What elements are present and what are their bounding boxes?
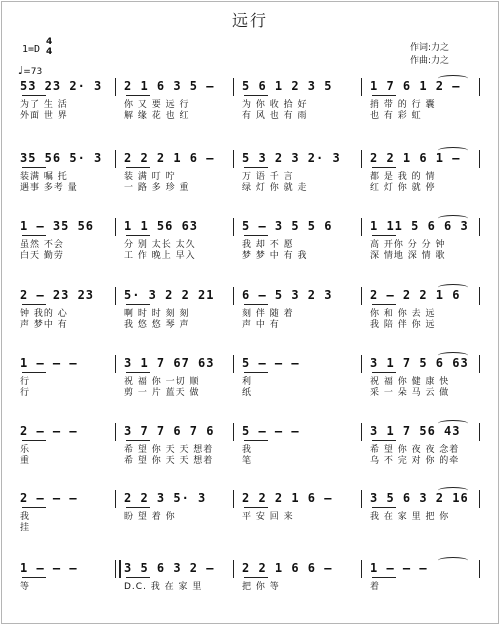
barline (479, 218, 480, 236)
lyric-text: 遇事 多考 量 (20, 183, 78, 193)
measure-notes: 2 1 6 3 5 – (124, 79, 215, 93)
beam-line (126, 577, 150, 578)
measure-notes: 1 11 5 6 6 3 (370, 219, 469, 233)
beam-line (126, 507, 150, 508)
lyric-text: D.C. 我 在 家 里 (124, 582, 203, 592)
measure-notes: 53 23 2· 3 (20, 79, 103, 93)
lyric-text: 乐 (20, 445, 31, 455)
beam-line (126, 167, 150, 168)
lyric-text: 盼 望 着 你 (124, 512, 176, 522)
measure-notes: 2 2 2 1 6 – (242, 491, 333, 505)
song-title: 远行 (231, 11, 268, 30)
beam-line (244, 304, 268, 305)
score-system (18, 355, 480, 401)
measure-notes: 5 – 3 5 5 6 (242, 219, 333, 233)
lyric-text: 一 路 多 珍 重 (124, 183, 190, 193)
lyric-text: 采 一 朵 马 云 做 (370, 388, 450, 398)
measure-notes: 2 2 2 1 6 – (124, 151, 215, 165)
score-system (18, 78, 480, 124)
lyric-text: 纸 (242, 388, 253, 398)
lyric-text: 利 (242, 377, 253, 387)
measure-notes: 2 2 1 6 6 – (242, 561, 333, 575)
measure-notes: 2 2 3 5· 3 (124, 491, 207, 505)
lyric-text: 着 (370, 582, 381, 592)
barline (233, 560, 234, 578)
beam-line (244, 167, 268, 168)
lyric-text: 祝 福 你 健 康 快 (370, 377, 450, 387)
lyric-text: 行 (20, 377, 31, 387)
lyric-text: 外面 世 界 (20, 111, 68, 121)
barline (479, 355, 480, 373)
lyric-text: 白天 勤劳 (20, 251, 64, 261)
quarter-note-icon: ♩ (18, 64, 24, 77)
lyric-text: 剪 一 片 蓝天 做 (124, 388, 200, 398)
beam-line (244, 440, 268, 441)
lyric-text: 把 你 等 (242, 582, 280, 592)
key-signature: 1=D (22, 44, 41, 55)
meter-bottom: 4 (46, 47, 53, 57)
lyric-text: 为了 生 活 (20, 100, 68, 110)
measure-notes: 3 5 6 3 2 16 (370, 491, 469, 505)
measure-notes: 1 – 35 56 (20, 219, 95, 233)
lyric-text: 祝 福 你 一切 顺 (124, 377, 200, 387)
meter-top: 4 (46, 37, 53, 47)
barline (233, 287, 234, 305)
lyric-text: 虽然 不会 (20, 240, 64, 250)
lyric-text: 笔 (242, 456, 253, 466)
lyricist: 作词:力之 (410, 43, 450, 53)
lyric-text: 红 灯 你 就 停 (370, 183, 436, 193)
lyric-text: 工 作 晚上 早入 (124, 251, 196, 261)
barline (233, 423, 234, 441)
lyric-text: 解 缘 花 也 红 (124, 111, 190, 121)
lyric-text: 我 却 不 愿 (242, 240, 294, 250)
measure-notes: 1 1 56 63 (124, 219, 199, 233)
beam-line (372, 507, 396, 508)
lyric-text: 分 别 太长 太久 (124, 240, 196, 250)
beam-line (372, 577, 396, 578)
beam-line (244, 95, 268, 96)
beam-line (244, 372, 268, 373)
beam-line (244, 577, 268, 578)
barline (233, 490, 234, 508)
lyric-text: 我 悠 悠 琴 声 (124, 320, 190, 330)
measure-notes: 5 – – – (242, 356, 300, 370)
barline (361, 287, 362, 305)
barline (233, 218, 234, 236)
lyric-text: 我 (20, 512, 31, 522)
beam-line (126, 304, 150, 305)
lyric-text: 万 语 千 言 (242, 172, 294, 182)
beam-line (126, 95, 150, 96)
tempo-value: =73 (23, 67, 43, 77)
measure-notes: 3 1 7 56 43 (370, 424, 461, 438)
score-system (18, 560, 480, 606)
barline (479, 490, 480, 508)
lyric-text: 也 有 彩 虹 (370, 111, 422, 121)
lyric-text: 高 开你 分 分 钟 (370, 240, 446, 250)
lyric-text: 啊 时 时 刻 刻 (124, 309, 190, 319)
measure-notes: 3 5 6 3 2 – (124, 561, 215, 575)
measure-notes: 1 – – – (20, 561, 78, 575)
barline (361, 560, 362, 578)
measure-notes: 2 – – – (20, 491, 78, 505)
lyric-text: 梦 梦 中 有 我 (242, 251, 308, 261)
barline (115, 78, 116, 96)
lyric-text: 平 安 回 来 (242, 512, 294, 522)
beam-line (22, 95, 46, 96)
beam-line (22, 440, 46, 441)
lyric-text: 等 (20, 582, 31, 592)
lyric-text: 绿 灯 你 就 走 (242, 183, 308, 193)
lyric-text: 声 梦中 有 (20, 320, 68, 330)
score-system (18, 150, 480, 196)
lyric-text: 为 你 收 拾 好 (242, 100, 308, 110)
beam-line (22, 304, 46, 305)
barline (115, 218, 116, 236)
lyric-text: 乌 不 完 对 你 的牵 (370, 456, 460, 466)
measure-notes: 5 6 1 2 3 5 (242, 79, 333, 93)
lyric-text: 行 (20, 388, 31, 398)
score-system (18, 423, 480, 469)
beam-line (126, 372, 150, 373)
barline (115, 490, 116, 508)
beam-line (126, 440, 150, 441)
slur-arc (438, 215, 468, 222)
lyric-text: 深 情地 深 情 歌 (370, 251, 446, 261)
beam-line (22, 235, 46, 236)
lyric-text: 我 在 家 里 把 你 (370, 512, 450, 522)
barline (361, 355, 362, 373)
time-signature (46, 37, 52, 57)
slur-arc (438, 557, 468, 564)
barline (361, 490, 362, 508)
beam-line (22, 372, 46, 373)
barline (233, 78, 234, 96)
barline (361, 78, 362, 96)
measure-notes: 2 – 23 23 (20, 288, 95, 302)
score-system (18, 490, 480, 536)
lyric-text: 刻 伴 随 着 (242, 309, 294, 319)
lyric-text: 装满 嘱 托 (20, 172, 68, 182)
measure-notes: 5 3 2 3 2· 3 (242, 151, 341, 165)
barline (115, 150, 116, 168)
measure-notes: 1 7 6 1 2 – (370, 79, 461, 93)
slur-arc (438, 284, 468, 291)
measure-notes: 2 2 1 6 1 – (370, 151, 461, 165)
barline (115, 355, 116, 373)
barline (115, 287, 116, 305)
barline (361, 423, 362, 441)
lyric-text: 有 风 也 有 雨 (242, 111, 308, 121)
measure-notes: 3 1 7 67 63 (124, 356, 215, 370)
beam-line (372, 440, 396, 441)
barline (361, 150, 362, 168)
lyric-text: 声 中 有 (242, 320, 280, 330)
slur-arc (438, 75, 468, 82)
measure-notes: 1 – – – (370, 561, 428, 575)
measure-notes: 3 7 7 6 7 6 (124, 424, 215, 438)
beam-line (126, 235, 150, 236)
barline (479, 287, 480, 305)
lyric-text: 重 (20, 456, 31, 466)
barline (115, 423, 116, 441)
lyric-text: 希 望 你 天 天 想着 (124, 445, 214, 455)
score-system (18, 287, 480, 333)
measure-notes: 5 – – – (242, 424, 300, 438)
measure-notes: 2 – 2 2 1 6 (370, 288, 461, 302)
barline (233, 355, 234, 373)
beam-line (244, 507, 268, 508)
measure-notes: 35 56 5· 3 (20, 151, 103, 165)
barline (233, 150, 234, 168)
lyric-text: 都 是 我 的 情 (370, 172, 436, 182)
score-system (18, 218, 480, 264)
tempo-marking (18, 64, 42, 77)
lyric-text: 希 望 你 夜 夜 念着 (370, 445, 460, 455)
barline (361, 218, 362, 236)
beam-line (372, 167, 396, 168)
measure-notes: 2 – – – (20, 424, 78, 438)
measure-notes: 5· 3 2 2 21 (124, 288, 215, 302)
barline (115, 560, 121, 578)
composer: 作曲:力之 (410, 56, 450, 66)
slur-arc (438, 352, 468, 359)
lyric-text: 挂 (20, 523, 31, 533)
slur-arc (438, 487, 468, 494)
measure-notes: 3 1 7 5 6 63 (370, 356, 469, 370)
lyric-text: 你 又 要 远 行 (124, 100, 190, 110)
barline (479, 78, 480, 96)
lyric-text: 希 望 你 天 天 想着 (124, 456, 214, 466)
lyric-text: 我 陪 伴 你 远 (370, 320, 436, 330)
lyric-text: 装 满 叮 咛 (124, 172, 176, 182)
credits (410, 42, 449, 68)
beam-line (372, 95, 396, 96)
measure-notes: 1 – – – (20, 356, 78, 370)
lyric-text: 捎 带 的 行 囊 (370, 100, 436, 110)
slur-arc (438, 420, 468, 427)
barline (479, 423, 480, 441)
beam-line (22, 507, 46, 508)
beam-line (244, 235, 268, 236)
beam-line (372, 372, 396, 373)
lyric-text: 我 (242, 445, 253, 455)
beam-line (372, 235, 396, 236)
slur-arc (438, 147, 468, 154)
lyric-text: 钟 我的 心 (20, 309, 68, 319)
lyric-text: 你 和 你 去 远 (370, 309, 436, 319)
barline (479, 560, 480, 578)
measure-notes: 6 – 5 3 2 3 (242, 288, 333, 302)
beam-line (22, 167, 46, 168)
barline (479, 150, 480, 168)
beam-line (22, 577, 46, 578)
beam-line (372, 304, 396, 305)
